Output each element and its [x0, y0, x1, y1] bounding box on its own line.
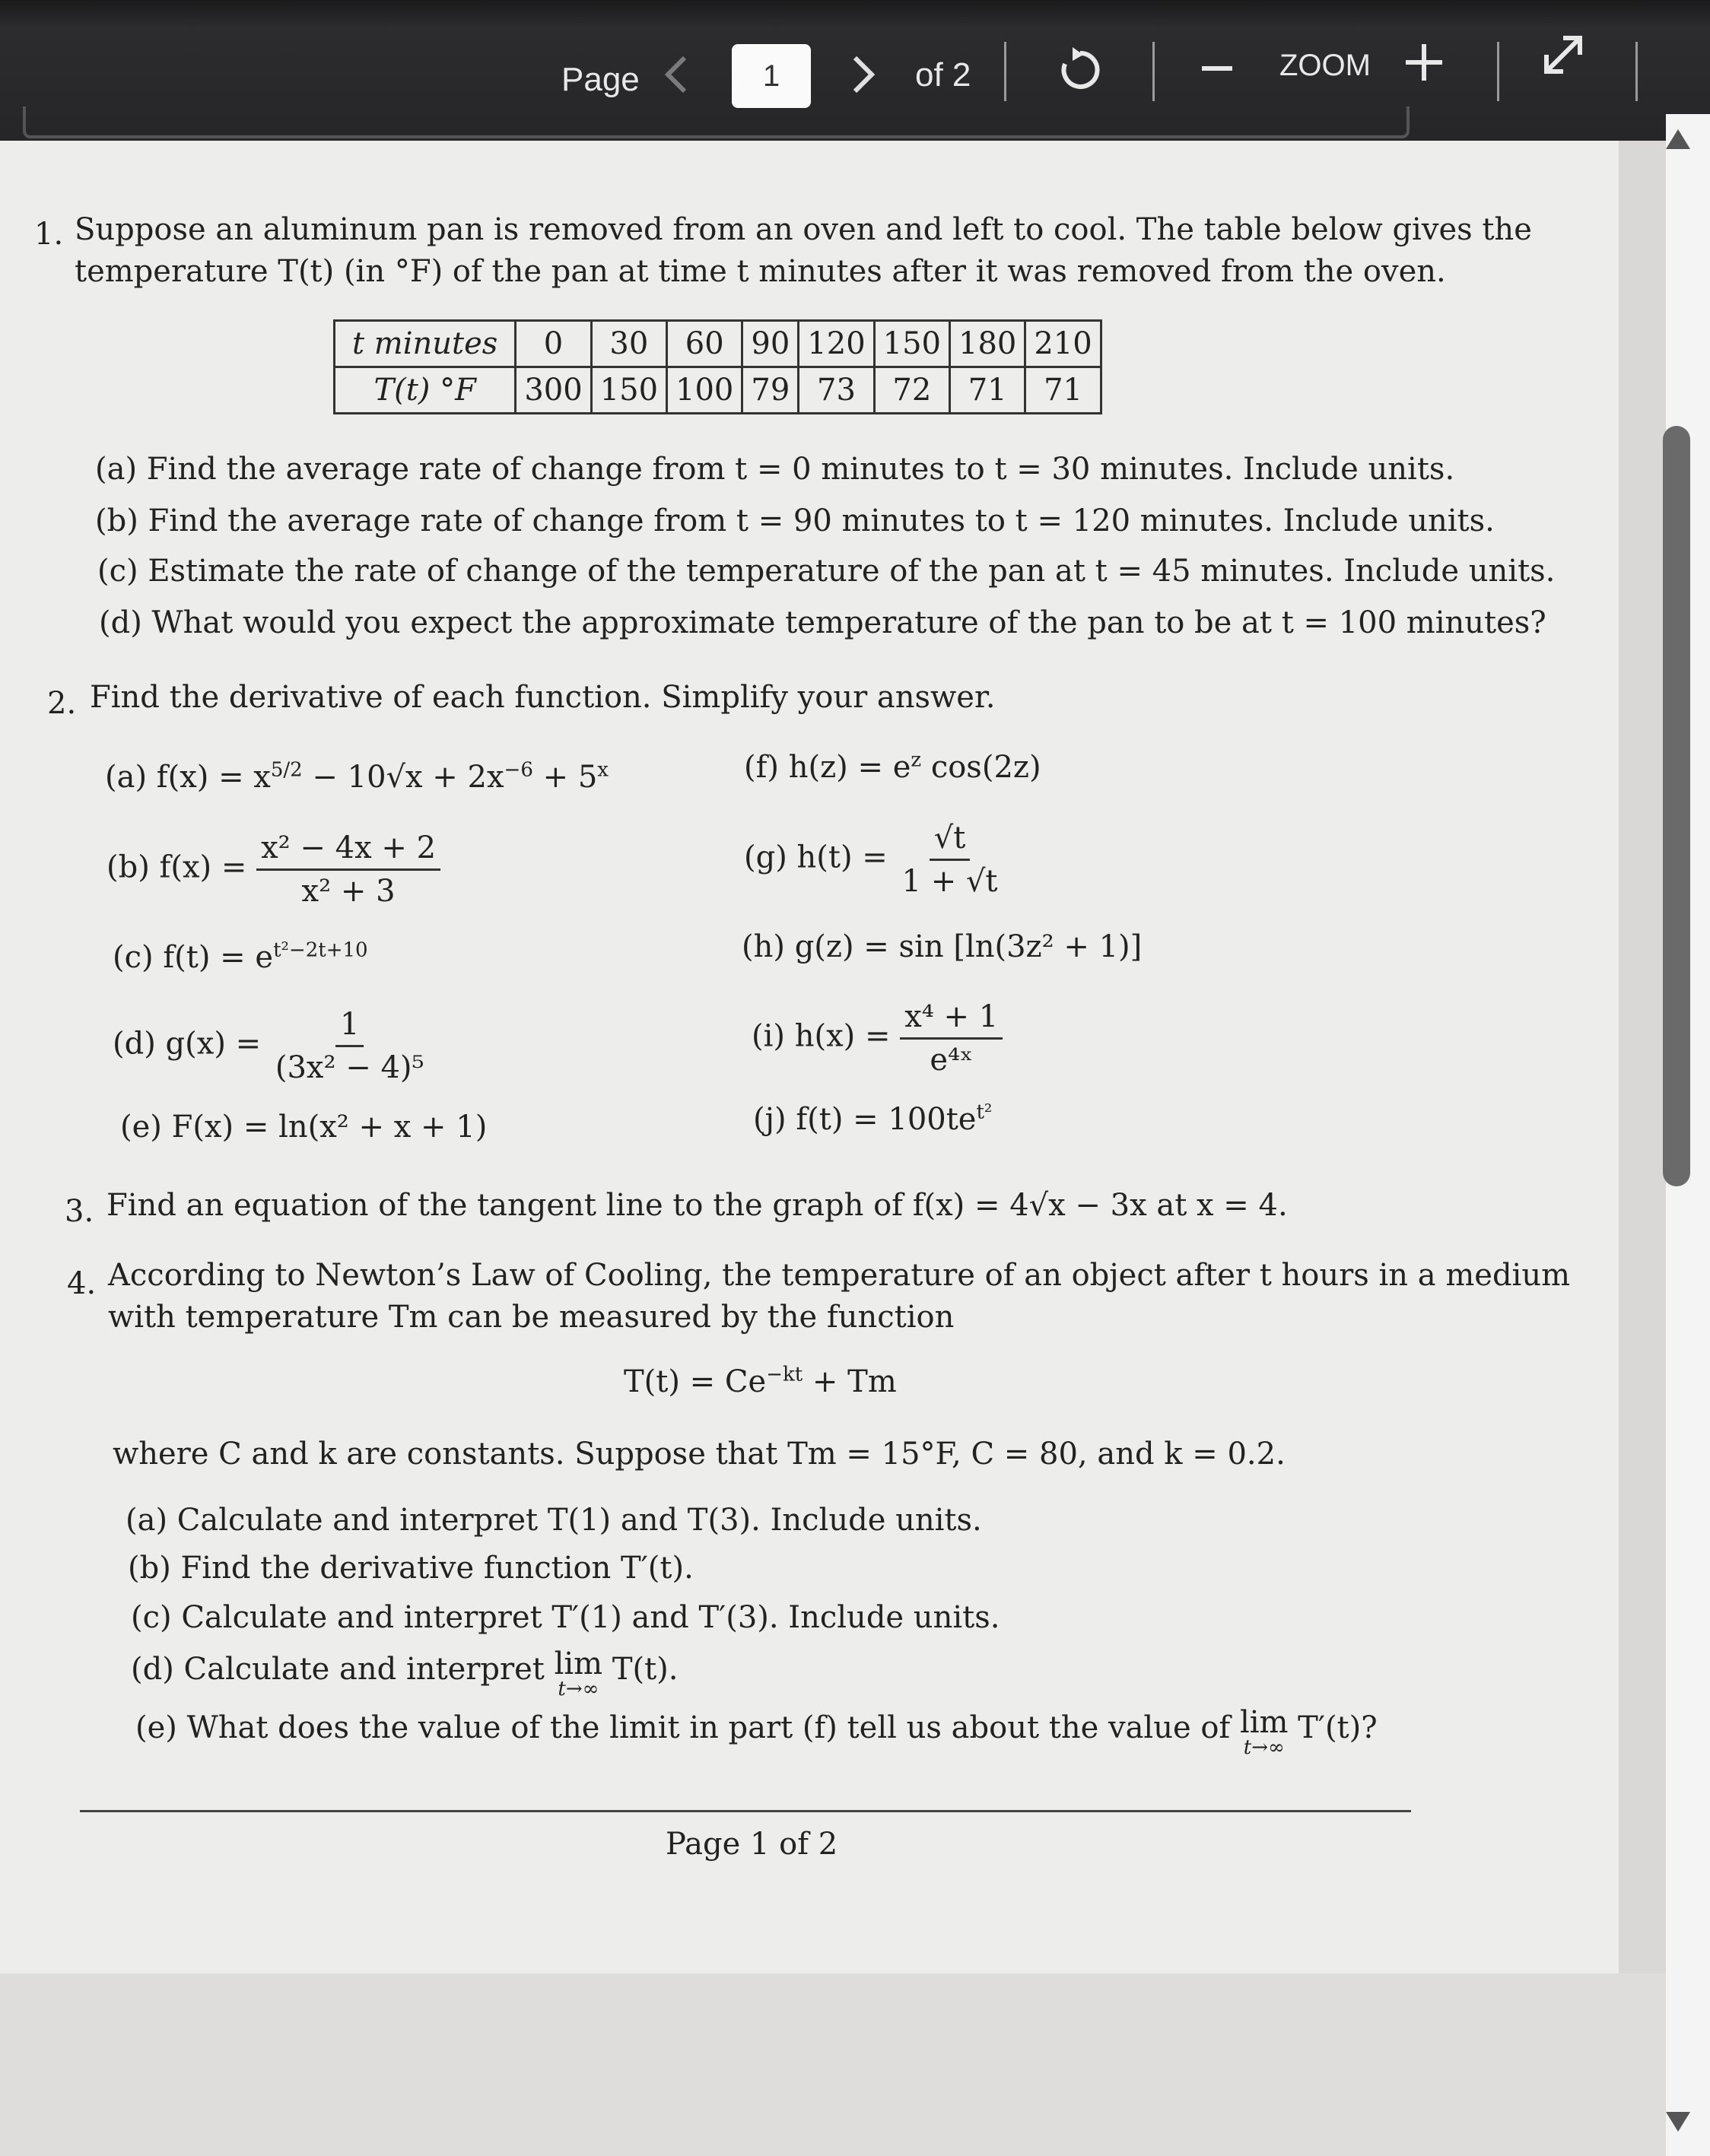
question-4b: (b) Find the derivative function T′(t). — [128, 1551, 694, 1586]
exponent: z — [911, 748, 922, 772]
question-3-number: 3. — [65, 1194, 94, 1229]
numerator: x⁴ + 1 — [900, 996, 1003, 1040]
page-count-label: of 2 — [915, 56, 971, 94]
table-cell: 150 — [591, 367, 666, 414]
numerator: √t — [930, 818, 971, 861]
part-label: (c) — [113, 940, 154, 975]
table-cell: 100 — [667, 367, 742, 414]
plus-icon[interactable] — [1406, 44, 1442, 84]
equation-text: F(x) = ln(x² + x + 1) — [171, 1110, 488, 1145]
question-4-constants: where C and k are constants. Suppose that Tm = 15°F, C = 80, and k = 0.2. — [113, 1437, 1286, 1472]
question-2g — [744, 818, 1003, 902]
question-2b — [106, 827, 440, 912]
numerator: 1 — [335, 1004, 364, 1047]
question-2i — [752, 996, 1003, 1081]
scrollbar-thumb[interactable] — [1663, 426, 1690, 1186]
table-cell: 30 — [591, 321, 666, 367]
table-cell: 0 — [516, 321, 591, 367]
denominator: 1 + √t — [901, 864, 998, 899]
fraction — [900, 996, 1003, 1081]
toolbar-divider — [1497, 42, 1499, 101]
equation-text: h(z) = e — [788, 750, 911, 785]
equation-text: + 5 — [532, 760, 598, 795]
table-cell: 71 — [950, 367, 1025, 414]
table-header: t minutes — [335, 321, 516, 367]
part-label: (a) — [105, 760, 148, 795]
question-4e — [135, 1707, 1378, 1758]
table-cell: 60 — [667, 321, 742, 367]
part-label: (g) — [744, 840, 787, 875]
question-2-number: 2. — [47, 686, 77, 721]
question-4a: (a) Calculate and interpret T(1) and T(3). Include units. — [126, 1503, 982, 1538]
toolbar-divider — [1152, 42, 1155, 101]
question-1b: (b) Find the average rate of change from t = 90 minutes to t = 120 minutes. Include units. — [95, 503, 1495, 538]
fraction — [898, 818, 1003, 902]
minus-icon[interactable] — [1202, 61, 1232, 75]
question-2-text: Find the derivative of each function. Simplify your answer. — [90, 680, 996, 715]
equation-text: f(t) = 100te — [796, 1102, 977, 1137]
equation-text: T(t). — [602, 1652, 679, 1687]
table-cell: 120 — [799, 321, 874, 367]
exponent: x — [597, 758, 609, 782]
table-row — [335, 321, 1101, 367]
table-cell: 150 — [874, 321, 949, 367]
equation-text: (d) Calculate and interpret — [131, 1652, 555, 1687]
exponent: t²−2t+10 — [273, 938, 368, 962]
part-label: (b) — [106, 849, 150, 885]
question-4-text-line1: According to Newton’s Law of Cooling, the temperature of an object after t hours in a medium — [108, 1258, 1571, 1293]
table-cell: 90 — [742, 321, 799, 367]
numerator: x² − 4x + 2 — [256, 827, 440, 871]
table-cell: 180 — [950, 321, 1025, 367]
question-4d — [131, 1646, 679, 1700]
equation-text: cos(2z) — [921, 750, 1041, 785]
page-footer: Page 1 of 2 — [666, 1827, 838, 1862]
equation-text: g(x) = — [165, 1026, 262, 1062]
refresh-icon[interactable] — [1056, 46, 1105, 97]
question-1d: (d) What would you expect the approximate temperature of the pan to be at t = 100 minutes? — [99, 605, 1546, 640]
equation-text: + Tm — [803, 1364, 897, 1399]
part-label: (e) — [120, 1110, 162, 1145]
equation-text: T(t) = Ce — [624, 1364, 767, 1399]
question-2f — [744, 747, 1041, 788]
question-1-text-line2: temperature T(t) (in °F) of the pan at time t minutes after it was removed from the oven. — [75, 254, 1446, 289]
part-label: (f) — [744, 750, 780, 785]
part-label: (i) — [752, 1018, 786, 1054]
page-number-input[interactable]: 1 — [732, 44, 811, 108]
limit-expression — [554, 1646, 603, 1700]
limit-operator: lim — [1239, 1705, 1289, 1740]
limit-operator: lim — [554, 1646, 603, 1681]
question-1-number: 1. — [34, 217, 64, 252]
exponent: t² — [976, 1100, 993, 1124]
expand-icon[interactable] — [1540, 32, 1586, 81]
part-label: (d) — [113, 1026, 156, 1062]
denominator: e⁴ˣ — [930, 1043, 974, 1078]
question-2e — [120, 1107, 487, 1148]
question-2d — [113, 1004, 429, 1088]
question-3-text: Find an equation of the tangent line to the graph of f(x) = 4√x − 3x at x = 4. — [106, 1188, 1288, 1223]
question-4c: (c) Calculate and interpret T′(1) and T′(3). Include units. — [131, 1600, 1000, 1635]
question-2h — [742, 926, 1142, 967]
table-cell: 71 — [1025, 367, 1101, 414]
question-1c: (c) Estimate the rate of change of the temperature of the pan at t = 45 minutes. Include units. — [97, 554, 1556, 589]
table-header: T(t) °F — [335, 367, 516, 414]
equation-text: − 10√x + 2x — [302, 760, 504, 795]
temperature-table — [333, 319, 1102, 414]
question-2j — [753, 1099, 992, 1140]
equation-text: f(x) = x — [156, 760, 271, 795]
footer-divider — [80, 1810, 1411, 1812]
question-2c — [113, 937, 368, 978]
equation-text: (e) What does the value of the limit in part (f) tell us about the value of — [135, 1710, 1240, 1745]
limit-subscript: t→∞ — [558, 1678, 599, 1700]
exponent: 5/2 — [270, 758, 303, 782]
exponent: −kt — [766, 1363, 803, 1386]
part-label: (h) — [742, 929, 785, 964]
newton-cooling-formula — [624, 1361, 897, 1402]
denominator: x² + 3 — [301, 874, 396, 909]
previous-page-edge — [23, 106, 1410, 138]
question-4-number: 4. — [67, 1266, 97, 1301]
page-gap — [0, 1973, 1666, 2156]
equation-text: h(x) = — [794, 1018, 891, 1054]
scroll-up-icon[interactable] — [1664, 128, 1692, 154]
limit-subscript: t→∞ — [1243, 1736, 1285, 1759]
page-label: Page — [561, 61, 640, 98]
toolbar-divider — [1004, 42, 1006, 101]
scroll-down-icon[interactable] — [1664, 2110, 1692, 2136]
table-cell: 73 — [799, 367, 874, 414]
table-cell: 210 — [1025, 321, 1101, 367]
toolbar-divider — [1635, 42, 1638, 101]
question-2a — [105, 757, 609, 798]
question-1a: (a) Find the average rate of change from t = 0 minutes to t = 30 minutes. Include units. — [95, 452, 1455, 487]
chevron-left-icon[interactable] — [663, 53, 689, 99]
equation-text: h(t) = — [796, 840, 888, 875]
table-cell: 72 — [874, 367, 949, 414]
part-label: (j) — [753, 1102, 787, 1137]
equation-text: f(x) = — [159, 849, 247, 885]
zoom-label: ZOOM — [1279, 49, 1371, 82]
fraction — [256, 827, 440, 912]
limit-expression — [1240, 1707, 1289, 1758]
table-row — [335, 367, 1101, 414]
table-cell: 79 — [742, 367, 799, 414]
equation-text: g(z) = sin [ln(3z² + 1)] — [794, 929, 1143, 964]
denominator: (3x² − 4)⁵ — [275, 1050, 424, 1085]
exponent: −6 — [504, 758, 533, 782]
question-1-text-line1: Suppose an aluminum pan is removed from an oven and left to cool. The table below gives the — [75, 212, 1532, 247]
table-cell: 300 — [516, 367, 591, 414]
equation-text: f(t) = e — [163, 940, 274, 975]
chevron-right-icon[interactable] — [850, 53, 876, 99]
question-4-text-line2: with temperature Tm can be measured by the function — [108, 1300, 955, 1335]
equation-text: T′(t)? — [1288, 1710, 1378, 1745]
fraction — [271, 1004, 429, 1088]
